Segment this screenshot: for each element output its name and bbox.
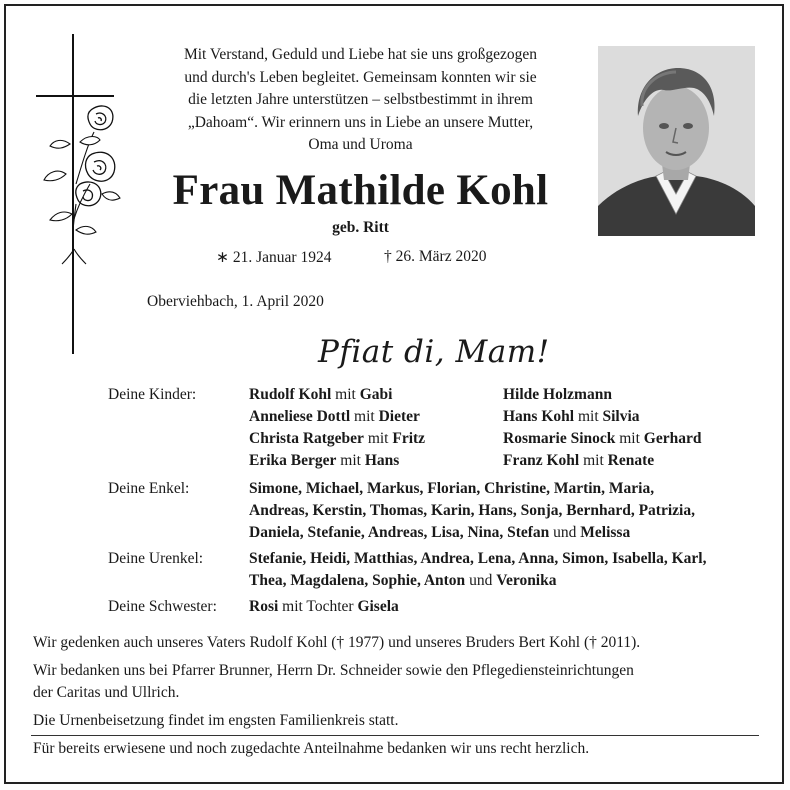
memorial-note: Wir gedenken auch unseres Vaters Rudolf Kohl († 1977) und unseres Bruders Bert Kohl († 2011). (33, 634, 641, 651)
kinder-entry: Rudolf Kohl mit Gabi (249, 386, 393, 403)
intro-line: die letzten Jahre unterstützen – selbstbestimmt in ihrem (188, 91, 533, 108)
cross-with-roses-icon (36, 34, 126, 354)
schwester-label: Deine Schwester: (108, 598, 217, 615)
intro-line: Oma und Uroma (308, 136, 413, 153)
divider (31, 735, 759, 736)
kinder-entry: Rosmarie Sinock mit Gerhard (503, 430, 702, 447)
farewell-script: Pfiat di, Mam! (318, 334, 550, 370)
urenkel-line: Stefanie, Heidi, Matthias, Andrea, Lena, Anna, Simon, Isabella, Karl, (249, 550, 707, 567)
maiden-name: geb. Ritt (332, 219, 389, 236)
intro-line: Mit Verstand, Geduld und Liebe hat sie uns großgezogen (183, 46, 538, 63)
urenkel-line: Thea, Magdalena, Sophie, Anton und Veronika (249, 572, 557, 589)
kinder-entry: Christa Ratgeber mit Fritz (249, 430, 426, 447)
portrait-photo (598, 46, 755, 236)
death-date: † 26. März 2020 (384, 248, 487, 265)
enkel-list (249, 478, 769, 544)
kinder-left-column (249, 384, 425, 472)
deceased-name: Frau Mathilde Kohl (172, 167, 549, 214)
kinder-entry: Hilde Holzmann (503, 386, 612, 403)
enkel-line: Daniela, Stefanie, Andreas, Lisa, Nina, Stefan und Melissa (249, 524, 631, 541)
kinder-right-column (503, 384, 701, 472)
intro-line: und durch's Leben begleitet. Gemeinsam konnten wir sie (184, 68, 537, 86)
kinder-entry: Hans Kohl mit Silvia (503, 408, 640, 425)
burial-note: Die Urnenbeisetzung findet im engsten Familienkreis statt. (33, 712, 399, 729)
birth-date: ∗ 21. Januar 1924 (216, 249, 332, 266)
intro-poem (138, 44, 583, 157)
intro-line: „Dahoam“. Wir erinnern uns in Liebe an unsere Mutter, (187, 113, 534, 131)
kinder-label: Deine Kinder: (108, 386, 197, 403)
kinder-entry: Anneliese Dottl mit Dieter (249, 408, 420, 425)
enkel-line: Simone, Michael, Markus, Florian, Christine, Martin, Maria, (249, 480, 655, 497)
thanks-note: Wir bedanken uns bei Pfarrer Brunner, Herrn Dr. Schneider sowie den Pflegediensteinrichtungen der Caritas und Ullrich. (33, 662, 634, 701)
kinder-entry: Erika Berger mit Hans (249, 452, 400, 469)
urenkel-label: Deine Urenkel: (108, 550, 204, 567)
schwester-entry: Rosi mit Tochter Gisela (249, 598, 399, 615)
enkel-label: Deine Enkel: (108, 480, 190, 497)
kinder-entry: Franz Kohl mit Renate (503, 452, 655, 469)
closing-note: Für bereits erwiesene und noch zugedachte Anteilnahme bedanken wir uns recht herzlich. (33, 740, 590, 757)
place-and-date: Oberviehbach, 1. April 2020 (147, 293, 324, 310)
enkel-line: Andreas, Kerstin, Thomas, Karin, Hans, Sonja, Bernhard, Patrizia, (249, 502, 695, 519)
urenkel-list (249, 548, 769, 592)
